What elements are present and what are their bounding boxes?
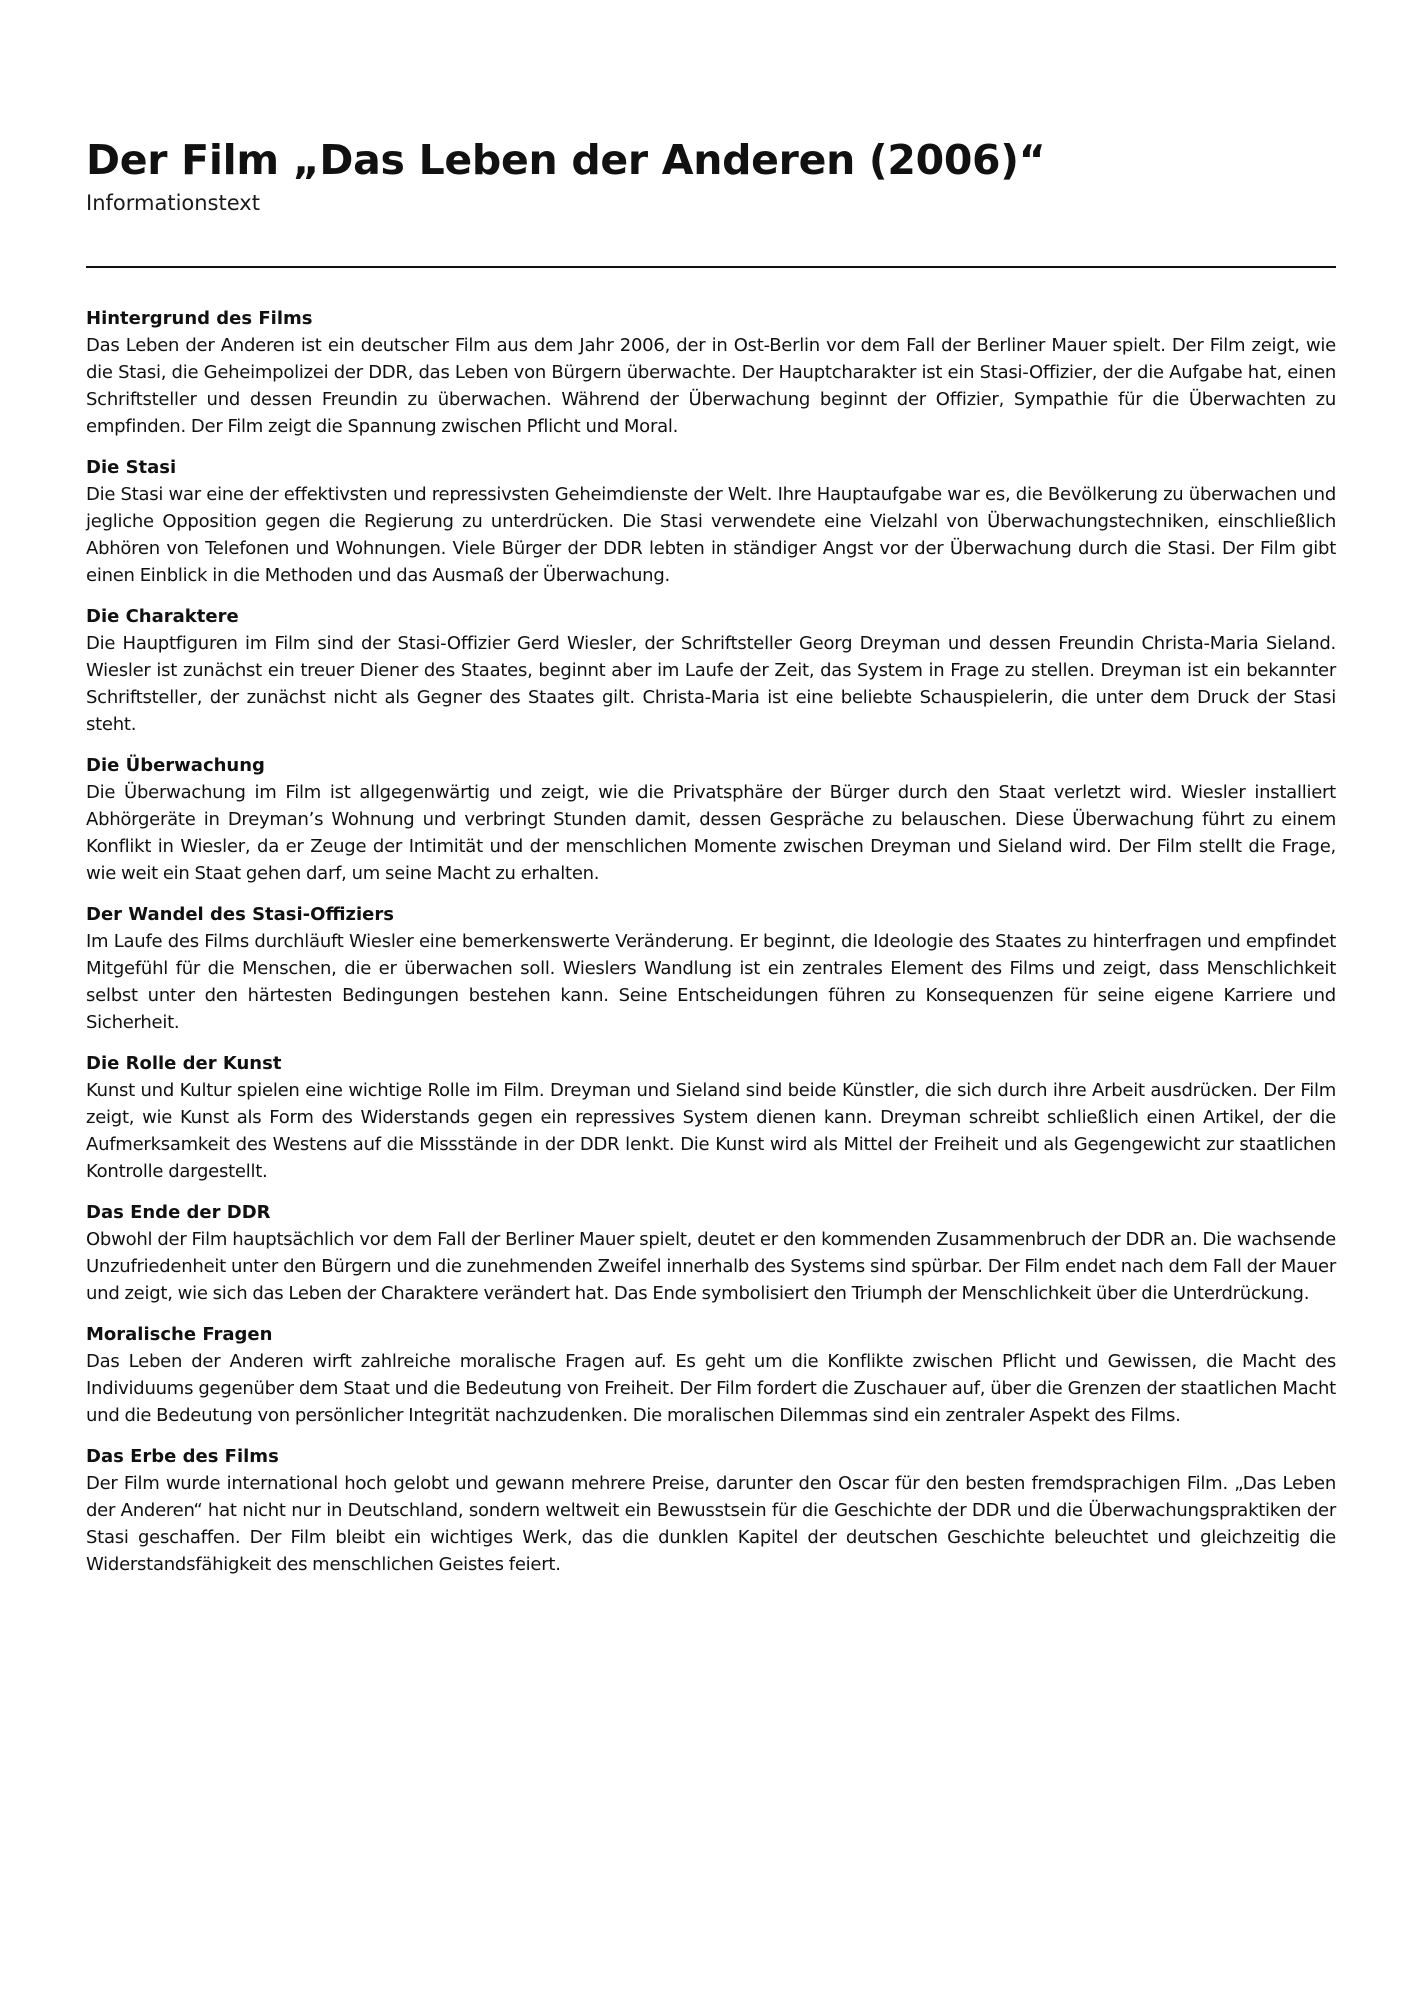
section-paragraph: Im Laufe des Films durchläuft Wiesler eine bemerkenswerte Veränderung. Er beginnt, die Ideologie des Staates zu hinterfragen und empfindet Mitgefühl für die Menschen, die er überwachen soll. Wieslers Wandlung ist ein zentrales Element des Films und zeigt, dass Menschlichkeit selbst unter den härtesten Bedingungen bestehen kann. Seine Entscheidungen führen zu Konsequenzen für seine eigene Karriere und Sicherheit. [86, 931, 1336, 1033]
section-hintergrund [86, 305, 1336, 440]
document-content [86, 305, 1336, 1578]
section-ende-ddr [86, 1199, 1336, 1307]
section-paragraph: Die Überwachung im Film ist allgegenwärtig und zeigt, wie die Privatsphäre der Bürger durch den Staat verletzt wird. Wiesler installiert Abhörgeräte in Dreyman’s Wohnung und verbringt Stunden damit, dessen Gespräche zu belauschen. Diese Überwachung führt zu einem Konflikt in Wiesler, da er Zeuge der Intimität und der menschlichen Momente zwischen Dreyman und Sieland wird. Der Film stellt die Frage, wie weit ein Staat gehen darf, um seine Macht zu erhalten. [86, 782, 1336, 884]
section-stasi [86, 454, 1336, 589]
section-wandel [86, 901, 1336, 1036]
section-ueberwachung [86, 752, 1336, 887]
section-paragraph: Kunst und Kultur spielen eine wichtige Rolle im Film. Dreyman und Sieland sind beide Künstler, die sich durch ihre Arbeit ausdrücken. Der Film zeigt, wie Kunst als Form des Widerstands gegen ein repressives System dienen kann. Dreyman schreibt schließlich einen Artikel, der die Aufmerksamkeit des Westens auf die Missstände in der DDR lenkt. Die Kunst wird als Mittel der Freiheit und als Gegengewicht zur staatlichen Kontrolle dargestellt. [86, 1080, 1336, 1182]
section-heading: Die Stasi [86, 457, 177, 478]
section-paragraph: Das Leben der Anderen ist ein deutscher Film aus dem Jahr 2006, der in Ost-Berlin vor dem Fall der Berliner Mauer spielt. Der Film zeigt, wie die Stasi, die Geheimpolizei der DDR, das Leben von Bürgern überwachte. Der Hauptcharakter ist ein Stasi-Offizier, der die Aufgabe hat, einen Schriftsteller und dessen Freundin zu überwachen. Während der Überwachung beginnt der Offizier, Sympathie für die Überwachten zu empfinden. Der Film zeigt die Spannung zwischen Pflicht und Moral. [86, 335, 1336, 437]
section-paragraph: Der Film wurde international hoch gelobt und gewann mehrere Preise, darunter den Oscar für den besten fremdsprachigen Film. „Das Leben der Anderen“ hat nicht nur in Deutschland, sondern weltweit ein Bewusstsein für die Geschichte der DDR und die Überwachungspraktiken der Stasi geschaffen. Der Film bleibt ein wichtiges Werk, das die dunklen Kapitel der deutschen Geschichte beleuchtet und gleichzeitig die Widerstandsfähigkeit des menschlichen Geistes feiert. [86, 1473, 1336, 1575]
section-heading: Das Ende der DDR [86, 1202, 271, 1223]
section-heading: Die Rolle der Kunst [86, 1053, 282, 1074]
section-kunst [86, 1050, 1336, 1185]
title-divider [86, 266, 1336, 268]
section-paragraph: Das Leben der Anderen wirft zahlreiche moralische Fragen auf. Es geht um die Konflikte zwischen Pflicht und Gewissen, die Macht des Individuums gegenüber dem Staat und die Bedeutung von Freiheit. Der Film fordert die Zuschauer auf, über die Grenzen der staatlichen Macht und die Bedeutung von persönlicher Integrität nachzudenken. Die moralischen Dilemmas sind ein zentraler Aspekt des Films. [86, 1351, 1336, 1426]
section-heading: Die Charaktere [86, 606, 239, 627]
section-erbe [86, 1443, 1336, 1578]
section-paragraph: Die Hauptfiguren im Film sind der Stasi-Offizier Gerd Wiesler, der Schriftsteller Georg Dreyman und dessen Freundin Christa-Maria Sieland. Wiesler ist zunächst ein treuer Diener des Staates, beginnt aber im Laufe der Zeit, das System in Frage zu stellen. Dreyman ist ein bekannter Schriftsteller, der zunächst nicht als Gegner des Staates gilt. Christa-Maria ist eine beliebte Schauspielerin, die unter dem Druck der Stasi steht. [86, 633, 1336, 735]
section-heading: Die Überwachung [86, 755, 265, 776]
section-paragraph: Die Stasi war eine der effektivsten und repressivsten Geheimdienste der Welt. Ihre Hauptaufgabe war es, die Bevölkerung zu überwachen und jegliche Opposition gegen die Regierung zu unterdrücken. Die Stasi verwendete eine Vielzahl von Überwachungstechniken, einschließlich Abhören von Telefonen und Wohnungen. Viele Bürger der DDR lebten in ständiger Angst vor der Überwachung durch die Stasi. Der Film gibt einen Einblick in die Methoden und das Ausmaß der Überwachung. [86, 484, 1336, 586]
section-heading: Moralische Fragen [86, 1324, 273, 1345]
document-title: Der Film „Das Leben der Anderen (2006)“ [86, 136, 1046, 184]
section-heading: Das Erbe des Films [86, 1446, 279, 1467]
section-charaktere [86, 603, 1336, 738]
section-paragraph: Obwohl der Film hauptsächlich vor dem Fall der Berliner Mauer spielt, deutet er den kommenden Zusammenbruch der DDR an. Die wachsende Unzufriedenheit unter den Bürgern und die zunehmenden Zweifel innerhalb des Systems sind spürbar. Der Film endet nach dem Fall der Mauer und zeigt, wie sich das Leben der Charaktere verändert hat. Das Ende symbolisiert den Triumph der Menschlichkeit über die Unterdrückung. [86, 1229, 1336, 1304]
section-heading: Der Wandel des Stasi-Offiziers [86, 904, 394, 925]
section-moralische-fragen [86, 1321, 1336, 1429]
document-subtitle: Informationstext [86, 191, 260, 215]
section-heading: Hintergrund des Films [86, 308, 313, 329]
